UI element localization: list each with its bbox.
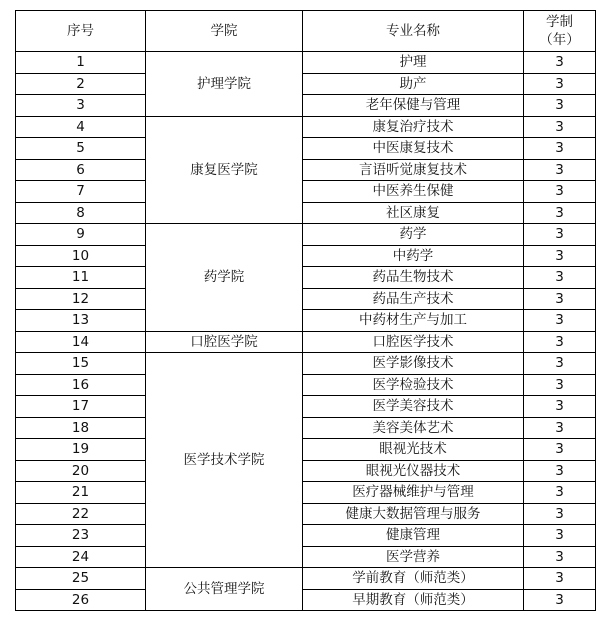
major-name: 医学影像技术 — [303, 353, 524, 375]
row-index: 13 — [16, 310, 146, 332]
years-value: 3 — [524, 52, 596, 74]
major-name: 美容美体艺术 — [303, 417, 524, 439]
major-name: 中医康复技术 — [303, 138, 524, 160]
major-name: 药品生物技术 — [303, 267, 524, 289]
header-major: 专业名称 — [303, 11, 524, 52]
row-index: 11 — [16, 267, 146, 289]
years-value: 3 — [524, 310, 596, 332]
years-value: 3 — [524, 159, 596, 181]
header-years-line2: （年） — [539, 32, 580, 48]
row-index: 10 — [16, 245, 146, 267]
header-row — [16, 11, 596, 52]
row-index: 1 — [16, 52, 146, 74]
major-name: 医学营养 — [303, 546, 524, 568]
row-index: 7 — [16, 181, 146, 203]
row-index: 20 — [16, 460, 146, 482]
years-value: 3 — [524, 568, 596, 590]
program-table-container — [15, 10, 596, 611]
header-years — [524, 11, 596, 52]
row-index: 3 — [16, 95, 146, 117]
college-cell: 口腔医学院 — [146, 331, 303, 353]
years-value: 3 — [524, 116, 596, 138]
major-name: 中药学 — [303, 245, 524, 267]
header-years-line1: 学制 — [546, 14, 573, 30]
major-name: 早期教育（师范类） — [303, 589, 524, 611]
years-value: 3 — [524, 482, 596, 504]
major-name: 口腔医学技术 — [303, 331, 524, 353]
table-row — [16, 353, 596, 375]
years-value: 3 — [524, 245, 596, 267]
table-row — [16, 288, 596, 310]
table-row — [16, 589, 596, 611]
major-name: 医学检验技术 — [303, 374, 524, 396]
row-index: 9 — [16, 224, 146, 246]
years-value: 3 — [524, 224, 596, 246]
years-value: 3 — [524, 267, 596, 289]
years-value: 3 — [524, 460, 596, 482]
row-index: 2 — [16, 73, 146, 95]
table-row — [16, 396, 596, 418]
years-value: 3 — [524, 288, 596, 310]
row-index: 12 — [16, 288, 146, 310]
major-name: 医学美容技术 — [303, 396, 524, 418]
table-row — [16, 245, 596, 267]
table-row — [16, 116, 596, 138]
major-name: 护理 — [303, 52, 524, 74]
table-row — [16, 439, 596, 461]
table-row — [16, 95, 596, 117]
row-index: 23 — [16, 525, 146, 547]
major-name: 健康大数据管理与服务 — [303, 503, 524, 525]
row-index: 14 — [16, 331, 146, 353]
years-value: 3 — [524, 202, 596, 224]
table-row — [16, 417, 596, 439]
major-name: 眼视光仪器技术 — [303, 460, 524, 482]
table-row — [16, 503, 596, 525]
row-index: 19 — [16, 439, 146, 461]
header-college: 学院 — [146, 11, 303, 52]
major-name: 学前教育（师范类） — [303, 568, 524, 590]
table-row — [16, 267, 596, 289]
major-name: 中药材生产与加工 — [303, 310, 524, 332]
college-cell: 公共管理学院 — [146, 568, 303, 611]
table-row — [16, 181, 596, 203]
row-index: 15 — [16, 353, 146, 375]
table-row — [16, 374, 596, 396]
row-index: 4 — [16, 116, 146, 138]
years-value: 3 — [524, 439, 596, 461]
row-index: 21 — [16, 482, 146, 504]
program-table — [15, 10, 596, 611]
table-row — [16, 310, 596, 332]
years-value: 3 — [524, 331, 596, 353]
row-index: 18 — [16, 417, 146, 439]
table-row — [16, 73, 596, 95]
row-index: 8 — [16, 202, 146, 224]
years-value: 3 — [524, 374, 596, 396]
table-row — [16, 202, 596, 224]
college-cell: 护理学院 — [146, 52, 303, 117]
table-row — [16, 331, 596, 353]
major-name: 医疗器械维护与管理 — [303, 482, 524, 504]
years-value: 3 — [524, 417, 596, 439]
years-value: 3 — [524, 181, 596, 203]
years-value: 3 — [524, 589, 596, 611]
row-index: 26 — [16, 589, 146, 611]
table-row — [16, 482, 596, 504]
years-value: 3 — [524, 396, 596, 418]
years-value: 3 — [524, 138, 596, 160]
major-name: 药品生产技术 — [303, 288, 524, 310]
years-value: 3 — [524, 525, 596, 547]
college-cell: 药学院 — [146, 224, 303, 332]
major-name: 社区康复 — [303, 202, 524, 224]
table-row — [16, 568, 596, 590]
major-name: 老年保健与管理 — [303, 95, 524, 117]
row-index: 6 — [16, 159, 146, 181]
years-value: 3 — [524, 503, 596, 525]
table-row — [16, 525, 596, 547]
college-cell: 康复医学院 — [146, 116, 303, 224]
row-index: 16 — [16, 374, 146, 396]
row-index: 24 — [16, 546, 146, 568]
years-value: 3 — [524, 546, 596, 568]
row-index: 22 — [16, 503, 146, 525]
major-name: 言语听觉康复技术 — [303, 159, 524, 181]
table-row — [16, 138, 596, 160]
table-row — [16, 224, 596, 246]
row-index: 17 — [16, 396, 146, 418]
years-value: 3 — [524, 73, 596, 95]
row-index: 25 — [16, 568, 146, 590]
major-name: 中医养生保健 — [303, 181, 524, 203]
major-name: 助产 — [303, 73, 524, 95]
major-name: 健康管理 — [303, 525, 524, 547]
major-name: 康复治疗技术 — [303, 116, 524, 138]
table-row — [16, 460, 596, 482]
years-value: 3 — [524, 353, 596, 375]
table-row — [16, 159, 596, 181]
college-cell: 医学技术学院 — [146, 353, 303, 568]
header-index: 序号 — [16, 11, 146, 52]
major-name: 药学 — [303, 224, 524, 246]
table-row — [16, 546, 596, 568]
row-index: 5 — [16, 138, 146, 160]
major-name: 眼视光技术 — [303, 439, 524, 461]
years-value: 3 — [524, 95, 596, 117]
table-row — [16, 52, 596, 74]
